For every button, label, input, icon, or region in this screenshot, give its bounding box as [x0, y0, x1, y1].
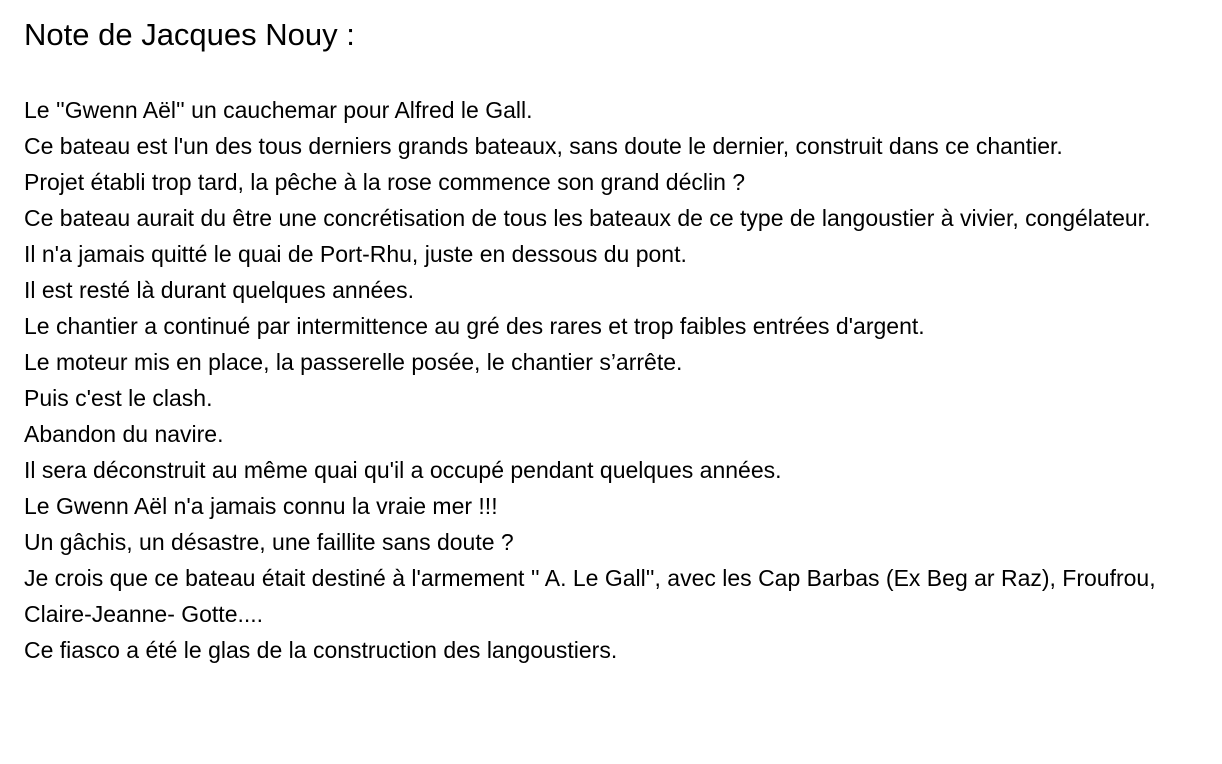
note-line: Ce bateau aurait du être une concrétisation de tous les bateaux de ce type de langoustier à vivier, congélateur.	[24, 205, 1151, 231]
note-line: Il est resté là durant quelques années.	[24, 277, 414, 303]
note-line: Le ''Gwenn Aël'' un cauchemar pour Alfred le Gall.	[24, 97, 533, 123]
note-title: Note de Jacques Nouy :	[24, 17, 355, 52]
note-line: Le moteur mis en place, la passerelle posée, le chantier s’arrête.	[24, 349, 683, 375]
note-line: Ce fiasco a été le glas de la construction des langoustiers.	[24, 637, 618, 663]
note-line: Le chantier a continué par intermittence au gré des rares et trop faibles entrées d'argent.	[24, 313, 925, 339]
note-line: Je crois que ce bateau était destiné à l'armement '' A. Le Gall'', avec les Cap Barbas (Ex Beg ar Raz), Froufrou, Claire-Jeanne- Gotte....	[24, 565, 1156, 627]
note-line: Il n'a jamais quitté le quai de Port-Rhu, juste en dessous du pont.	[24, 241, 687, 267]
note-line: Projet établi trop tard, la pêche à la rose commence son grand déclin ?	[24, 169, 746, 195]
document-page	[24, 14, 1214, 668]
note-line: Puis c'est le clash.	[24, 385, 213, 411]
note-line: Le Gwenn Aël n'a jamais connu la vraie mer !!!	[24, 493, 498, 519]
note-body	[24, 92, 1214, 668]
note-line: Ce bateau est l'un des tous derniers grands bateaux, sans doute le dernier, construit dans ce chantier.	[24, 133, 1063, 159]
note-line: Abandon du navire.	[24, 421, 224, 447]
note-line: Il sera déconstruit au même quai qu'il a occupé pendant quelques années.	[24, 457, 782, 483]
note-line: Un gâchis, un désastre, une faillite sans doute ?	[24, 529, 514, 555]
